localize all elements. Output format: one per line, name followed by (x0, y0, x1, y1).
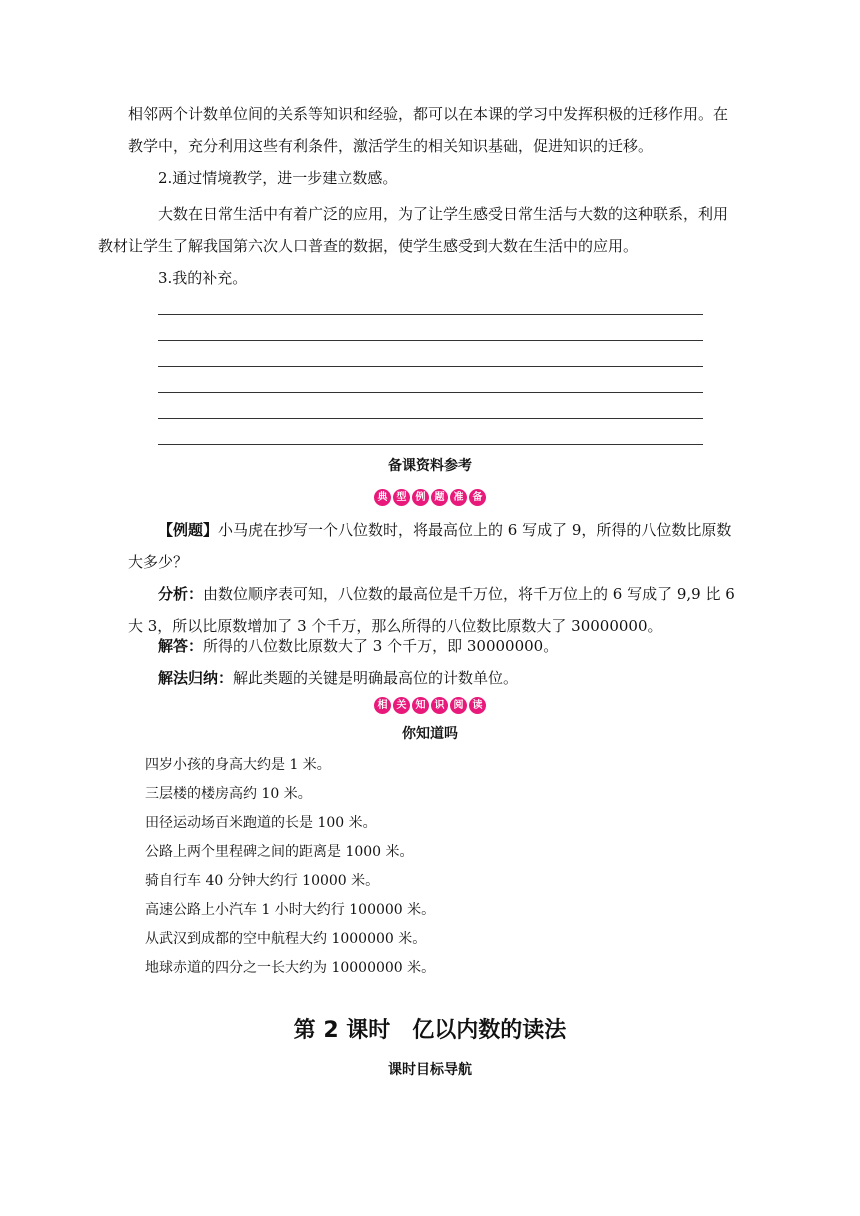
fill-in-line (158, 418, 703, 419)
fill-in-line (158, 392, 703, 393)
badge-char: 阅 (450, 697, 467, 714)
badge-char: 相 (374, 697, 391, 714)
example-text: 小马虎在抄写一个八位数时，将最高位上的 6 写成了 9，所得的八位数比原数 (218, 521, 732, 539)
section-badge-related-reading (0, 697, 860, 714)
analysis-text: 大 3，所以比原数增加了 3 个千万，那么所得的八位数比原数大了 30000000。 (128, 617, 663, 635)
fill-in-line (158, 444, 703, 445)
item-2: 2.通过情境教学，进一步建立数感。 (158, 169, 398, 187)
item-3: 3.我的补充。 (158, 269, 248, 287)
lesson-title: 第 2 课时 亿以内数的读法 (293, 1018, 567, 1043)
section-badge-typical-examples (0, 489, 860, 506)
summary-text: 解此类题的关键是明确最高位的计数单位。 (233, 669, 519, 687)
answer (128, 630, 736, 662)
fact-item: 田径运动场百米跑道的长是 100 米。 (145, 815, 377, 831)
fact-item: 骑自行车 40 分钟大约行 10000 米。 (145, 873, 380, 889)
paragraph-line: 教材让学生了解我国第六次人口普查的数据，使学生感受到大数在生活中的应用。 (98, 237, 639, 255)
badge-char: 典 (374, 489, 391, 506)
fill-in-line (158, 366, 703, 367)
badge-char: 知 (412, 697, 429, 714)
fact-item: 从武汉到成都的空中航程大约 1000000 米。 (145, 931, 427, 947)
answer-label: 解答： (158, 637, 204, 655)
paragraph-big-numbers (98, 198, 736, 262)
badge-char: 关 (393, 697, 410, 714)
lesson-subtitle: 课时目标导航 (388, 1062, 472, 1078)
fact-item: 高速公路上小汽车 1 小时大约行 100000 米。 (145, 902, 436, 918)
paragraph-line: 大数在日常生活中有着广泛的应用，为了让学生感受日常生活与大数的这种联系，利用 (158, 205, 729, 223)
analysis-label: 分析： (158, 585, 204, 603)
fill-in-line (158, 340, 703, 341)
paragraph-line: 教学中，充分利用这些有利条件，激活学生的相关知识基础，促进知识的迁移。 (128, 137, 654, 155)
fact-item: 三层楼的楼房高约 10 米。 (145, 786, 312, 802)
badge-char: 读 (469, 697, 486, 714)
badge-char: 准 (450, 489, 467, 506)
example-question (128, 514, 736, 578)
answer-text: 所得的八位数比原数大了 3 个千万，即 30000000。 (203, 637, 559, 655)
analysis-text: 由数位顺序表可知，八位数的最高位是千万位，将千万位上的 6 写成了 9,9 比 6 (203, 585, 735, 603)
badge-char: 例 (412, 489, 429, 506)
summary-label: 解法归纳： (158, 669, 234, 687)
method-summary (128, 662, 736, 694)
paragraph-transfer (128, 98, 736, 162)
badge-char: 识 (431, 697, 448, 714)
did-you-know-title: 你知道吗 (402, 726, 458, 742)
example-label: 【例题】 (158, 521, 219, 539)
fact-item: 公路上两个里程碑之间的距离是 1000 米。 (145, 844, 414, 860)
fill-in-line (158, 314, 703, 315)
reference-heading: 备课资料参考 (388, 458, 472, 474)
paragraph-line: 相邻两个计数单位间的关系等知识和经验，都可以在本课的学习中发挥积极的迁移作用。在 (128, 105, 729, 123)
fact-item: 四岁小孩的身高大约是 1 米。 (145, 757, 331, 773)
badge-char: 备 (469, 489, 486, 506)
badge-char: 型 (393, 489, 410, 506)
fact-item: 地球赤道的四分之一长大约为 10000000 米。 (145, 960, 436, 976)
example-text: 大多少？ (128, 553, 189, 571)
badge-char: 题 (431, 489, 448, 506)
